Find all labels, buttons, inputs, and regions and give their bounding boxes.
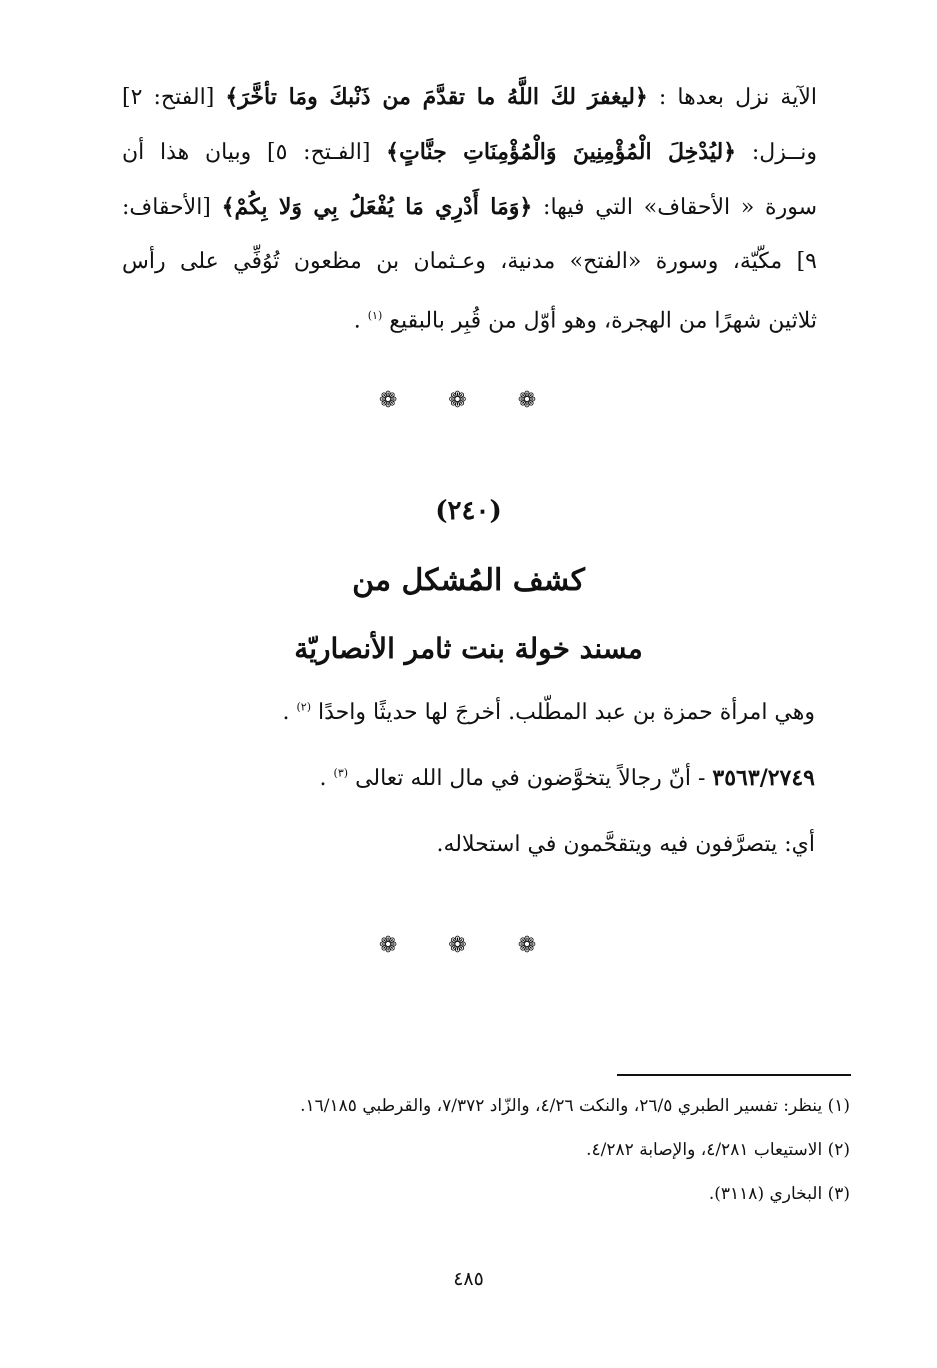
line-text: ثلاثين شهرًا من الهجرة، وهو أوّل من قُبِر بالبقيع — [389, 308, 817, 334]
footnote-ref[interactable]: (٣) — [333, 766, 349, 780]
paragraph-line — [122, 70, 817, 125]
paragraph-line — [122, 235, 817, 289]
footnote-3: (٣) البخاري (٣١١٨). — [708, 1184, 850, 1204]
section-subtitle: مسند خولة بنت ثامر الأنصاريّة — [294, 632, 643, 665]
hadith-text: أنّ رجالاً يتخوَّضون في مال الله تعالى — [355, 766, 691, 791]
line-text: ونــزل: — [736, 140, 817, 165]
line-end: . — [319, 766, 334, 791]
footnote-ref[interactable]: (١) — [367, 309, 383, 322]
paragraph-line — [122, 289, 817, 348]
dash: - — [691, 766, 713, 791]
line-text: سورة « الأحقاف» التي فيها: — [532, 195, 817, 220]
section-divider-ornament: ❁ ❁ ❁ — [378, 933, 559, 958]
footnote-2: (٢) الاستيعاب ٤/٢٨١، والإصابة ٤/٢٨٢. — [586, 1140, 850, 1160]
quran-verse: ﴿ليُدْخِلَ الْمُؤْمِنِينَ وَالْمُؤْمِنَاتِ جنَّاتٍ﴾ — [386, 139, 737, 165]
section-title: كشف المُشكل من — [352, 563, 585, 598]
section-divider-ornament: ❁ ❁ ❁ — [378, 388, 559, 413]
quran-verse: ﴿وَمَا أَدْرِي مَا يُفْعَلُ بِي وَلا بِكُمْ﴾ — [221, 194, 533, 220]
verse-reference: [الفتح: ٢] — [122, 85, 226, 110]
verse-reference: [الأحقاف: — [122, 195, 222, 220]
verse-reference: [الفـتح: ٥] وبيان هذا أن — [122, 140, 387, 165]
line-end: . — [282, 700, 297, 725]
hadith-line — [150, 765, 815, 791]
explanation-line: أي: يتصرَّفون فيه ويتقحَّمون في استحلاله. — [436, 832, 815, 857]
top-paragraph — [122, 70, 817, 348]
line-end: . — [353, 308, 368, 334]
footnote-separator — [617, 1074, 851, 1076]
paragraph-line — [122, 125, 817, 180]
quran-verse: ﴿ليغفرَ لكَ اللَّهُ ما تقدَّمَ من ذَنْبكَ ومَا تأخَّرَ﴾ — [225, 84, 648, 110]
section-number: (٢٤٠) — [435, 496, 502, 526]
footnote-1: (١) ينظر: تفسير الطبري ٢٦/٥، والنكت ٤/٢٦، والزّاد ٧/٣٧٢، والقرطبي ١٦/١٨٥. — [300, 1096, 850, 1116]
footnote-ref[interactable]: (٢) — [296, 700, 311, 714]
paragraph-line — [122, 180, 817, 235]
line-text: ٩] مكّيّة، وسورة «الفتح» مدنية، وعـثمان بن مظعون تُوُفِّي على رأس — [122, 249, 817, 274]
page-number: ٤٨٥ — [453, 1268, 484, 1290]
hadith-number: ٣٥٦٣/٢٧٤٩ — [712, 765, 815, 791]
intro-line — [150, 700, 815, 725]
intro-text: وهي امرأة حمزة بن عبد المطّلب. أخرجَ لها حديثًا واحدًا — [317, 700, 815, 725]
line-text: الآية نزل بعدها : — [647, 85, 817, 110]
